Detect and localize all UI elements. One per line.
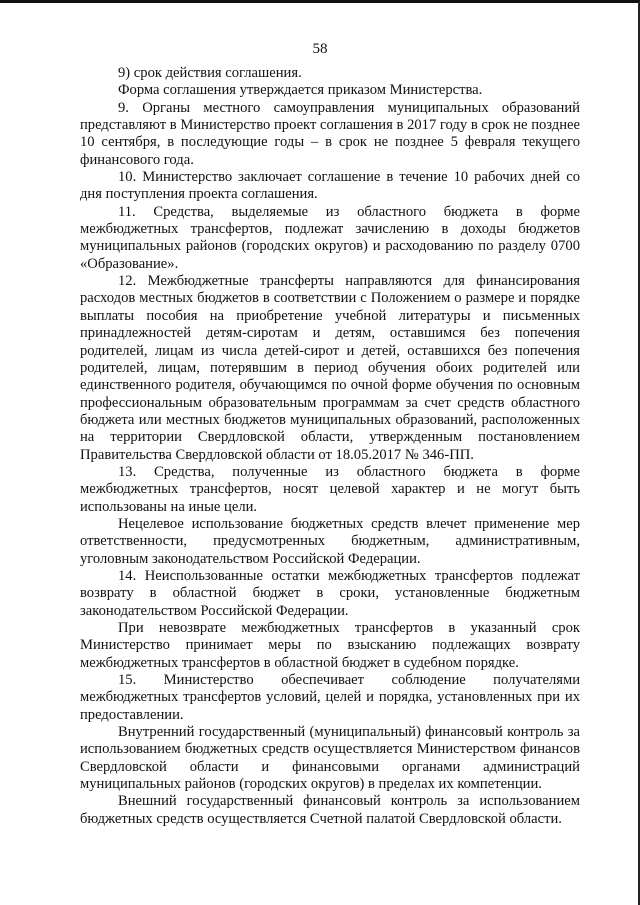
paragraph-9: 9. Органы местного самоуправления муниципальных образований представляют в Министерство проект соглашения в 2017 году в срок не позднее 10 сентября, в последующие годы – в срок не позднее 5 февраля текущего финансового года. [80, 99, 580, 168]
paragraph-term: 9) срок действия соглашения. [118, 65, 302, 81]
paragraph-agreement-form: Форма соглашения утверждается приказом Министерства. [118, 82, 483, 99]
paragraph-11: 11. Средства, выделяемые из областного бюджета в форме межбюджетных трансфертов, подлежат зачислению в доходы бюджетов муниципальных районов (городских округов) и расходованию по разделу 0700 «Образование». [80, 203, 580, 272]
paragraph-external-control: Внешний государственный финансовый контроль за использованием бюджетных средств осуществляется Счетной палатой Свердловской области. [80, 793, 580, 827]
document-body [80, 65, 580, 828]
paragraph-12: 12. Межбюджетные трансферты направляются для финансирования расходов местных бюджетов в соответствии с Положением о размере и порядке выплаты пособия на приобретение учебной литературы и письменных принадлежностей детям-сиротам и детям, оставшимся без попечения родителей, лицам из числа детей-сирот и детей, оставшихся без попечения родителей, лицам, потерявшим в период обучения обоих родителей или единственного родителя, обучающимся по очной форме обучения по основным профессиональным образовательным программам за счет средств областного бюджета или местных бюджетов муниципальных образований, расположенных на территории Свердловской области, утвержденным постановлением Правительства Свердловской области от 18.05.2017 № 346-ПП. [80, 273, 580, 463]
paragraph-internal-control: Внутренний государственный (муниципальный) финансовый контроль за использованием бюджетных средств осуществляется Министерством финансов Свердловской области и финансовыми органами администраций муниципальных районов (городских округов) в пределах их компетенции. [80, 724, 580, 793]
paragraph-13: 13. Средства, полученные из областного бюджета в форме межбюджетных трансфертов, носят целевой характер и не могут быть использованы на иные цели. [80, 463, 580, 515]
page-number: 58 [312, 41, 328, 57]
paragraph-14: 14. Неиспользованные остатки межбюджетных трансфертов подлежат возврату в областной бюджет в сроки, установленные бюджетным законодательством Российской Федерации. [80, 567, 580, 619]
paragraph-15: 15. Министерство обеспечивает соблюдение получателями межбюджетных трансфертов условий, целей и порядка, установленных при их предоставлении. [80, 672, 580, 723]
paragraph-non-return: При невозврате межбюджетных трансфертов в указанный срок Министерство принимает меры по взысканию подлежащих возврату межбюджетных трансфертов в областной бюджет в судебном порядке. [80, 620, 580, 671]
paragraph-10: 10. Министерство заключает соглашение в течение 10 рабочих дней со дня поступления проекта соглашения. [80, 169, 580, 203]
paragraph-misuse: Нецелевое использование бюджетных средств влечет применение мер ответственности, предусмотренных бюджетным, административным, уголовным законодательством Российской Федерации. [80, 515, 580, 567]
